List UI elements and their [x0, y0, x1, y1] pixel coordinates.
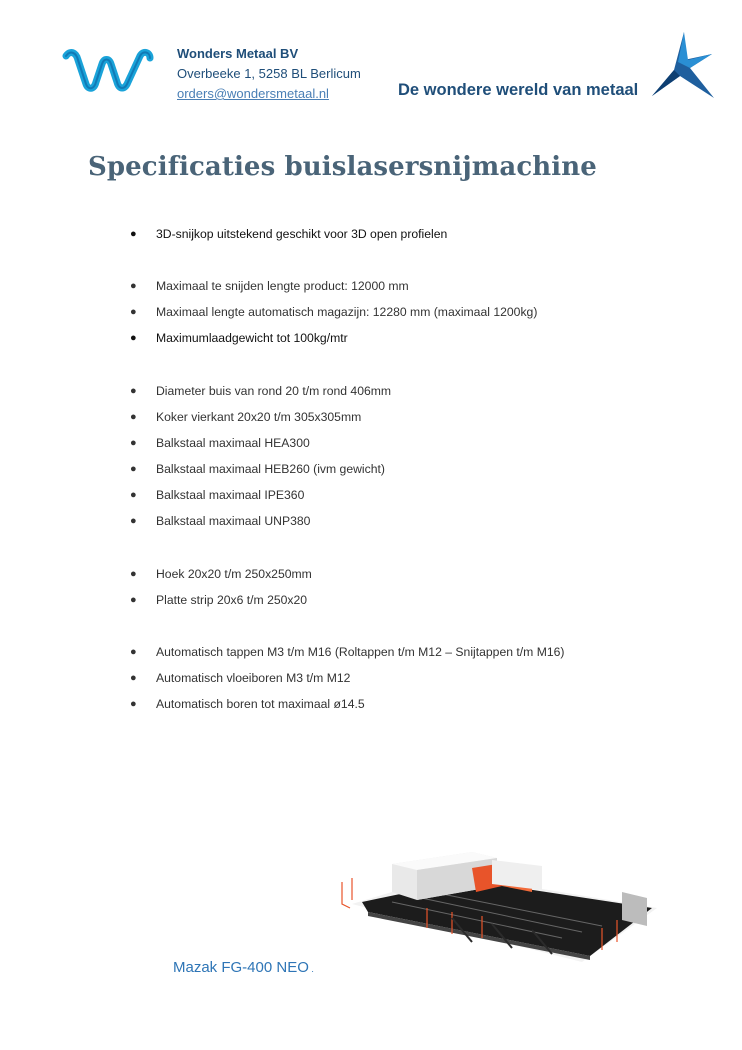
- spec-item: ● Automatisch boren tot maximaal ø14.5: [130, 697, 365, 711]
- spec-item: ● Platte strip 20x6 t/m 250x20: [130, 593, 308, 607]
- bullet-icon: ●: [130, 489, 137, 501]
- spec-item: ● Balkstaal maximaal UNP380: [130, 514, 311, 528]
- company-info: [177, 44, 361, 104]
- bullet-icon: ●: [130, 515, 137, 527]
- company-email-link[interactable]: orders@wondersmetaal.nl: [177, 86, 329, 101]
- spec-item: ● Balkstaal maximaal IPE360: [130, 488, 305, 502]
- spec-item: ● Maximumlaadgewicht tot 100kg/mtr: [130, 331, 348, 345]
- spec-item: ● Automatisch tappen M3 t/m M16 (Roltappen t/m M12 – Snijtappen t/m M16): [130, 645, 565, 659]
- bullet-icon: ●: [130, 411, 137, 423]
- bullet-icon: ●: [130, 306, 137, 318]
- spec-item: ● 3D-snijkop uitstekend geschikt voor 3D open profielen: [130, 227, 448, 241]
- bullet-icon: ●: [130, 437, 137, 449]
- company-address: Overbeeke 1, 5258 BL Berlicum: [177, 66, 361, 81]
- bullet-icon: ●: [130, 385, 137, 397]
- spec-item: ● Hoek 20x20 t/m 250x250mm: [130, 567, 312, 581]
- machine-caption: Mazak FG-400 NEO .: [173, 959, 314, 976]
- bullet-icon: ●: [130, 463, 137, 475]
- bullet-icon: ●: [130, 568, 137, 580]
- spec-item: ● Maximaal lengte automatisch magazijn: 12280 mm (maximaal 1200kg): [130, 305, 538, 319]
- bullet-icon: ●: [130, 228, 137, 240]
- spec-item: ● Diameter buis van rond 20 t/m rond 406mm: [130, 384, 392, 398]
- spec-item: ● Koker vierkant 20x20 t/m 305x305mm: [130, 410, 362, 424]
- spec-item: ● Maximaal te snijden lengte product: 12000 mm: [130, 279, 409, 293]
- bullet-icon: ●: [130, 646, 137, 658]
- spec-item: ● Balkstaal maximaal HEA300: [130, 436, 310, 450]
- company-logo-icon: [62, 44, 156, 94]
- bullet-icon: ●: [130, 332, 137, 344]
- bullet-icon: ●: [130, 698, 137, 710]
- bullet-icon: ●: [130, 594, 137, 606]
- spec-item: ● Balkstaal maximaal HEB260 (ivm gewicht): [130, 462, 385, 476]
- company-name: Wonders Metaal BV: [177, 46, 299, 61]
- star-logo-icon: [644, 30, 716, 102]
- bullet-icon: ●: [130, 280, 137, 292]
- spec-item: ● Automatisch vloeiboren M3 t/m M12: [130, 671, 351, 685]
- page-title: Specificaties buislasersnijmachine: [88, 152, 597, 182]
- laser-machine-image: [332, 846, 662, 964]
- tagline: De wondere wereld van metaal: [398, 81, 639, 99]
- bullet-icon: ●: [130, 672, 137, 684]
